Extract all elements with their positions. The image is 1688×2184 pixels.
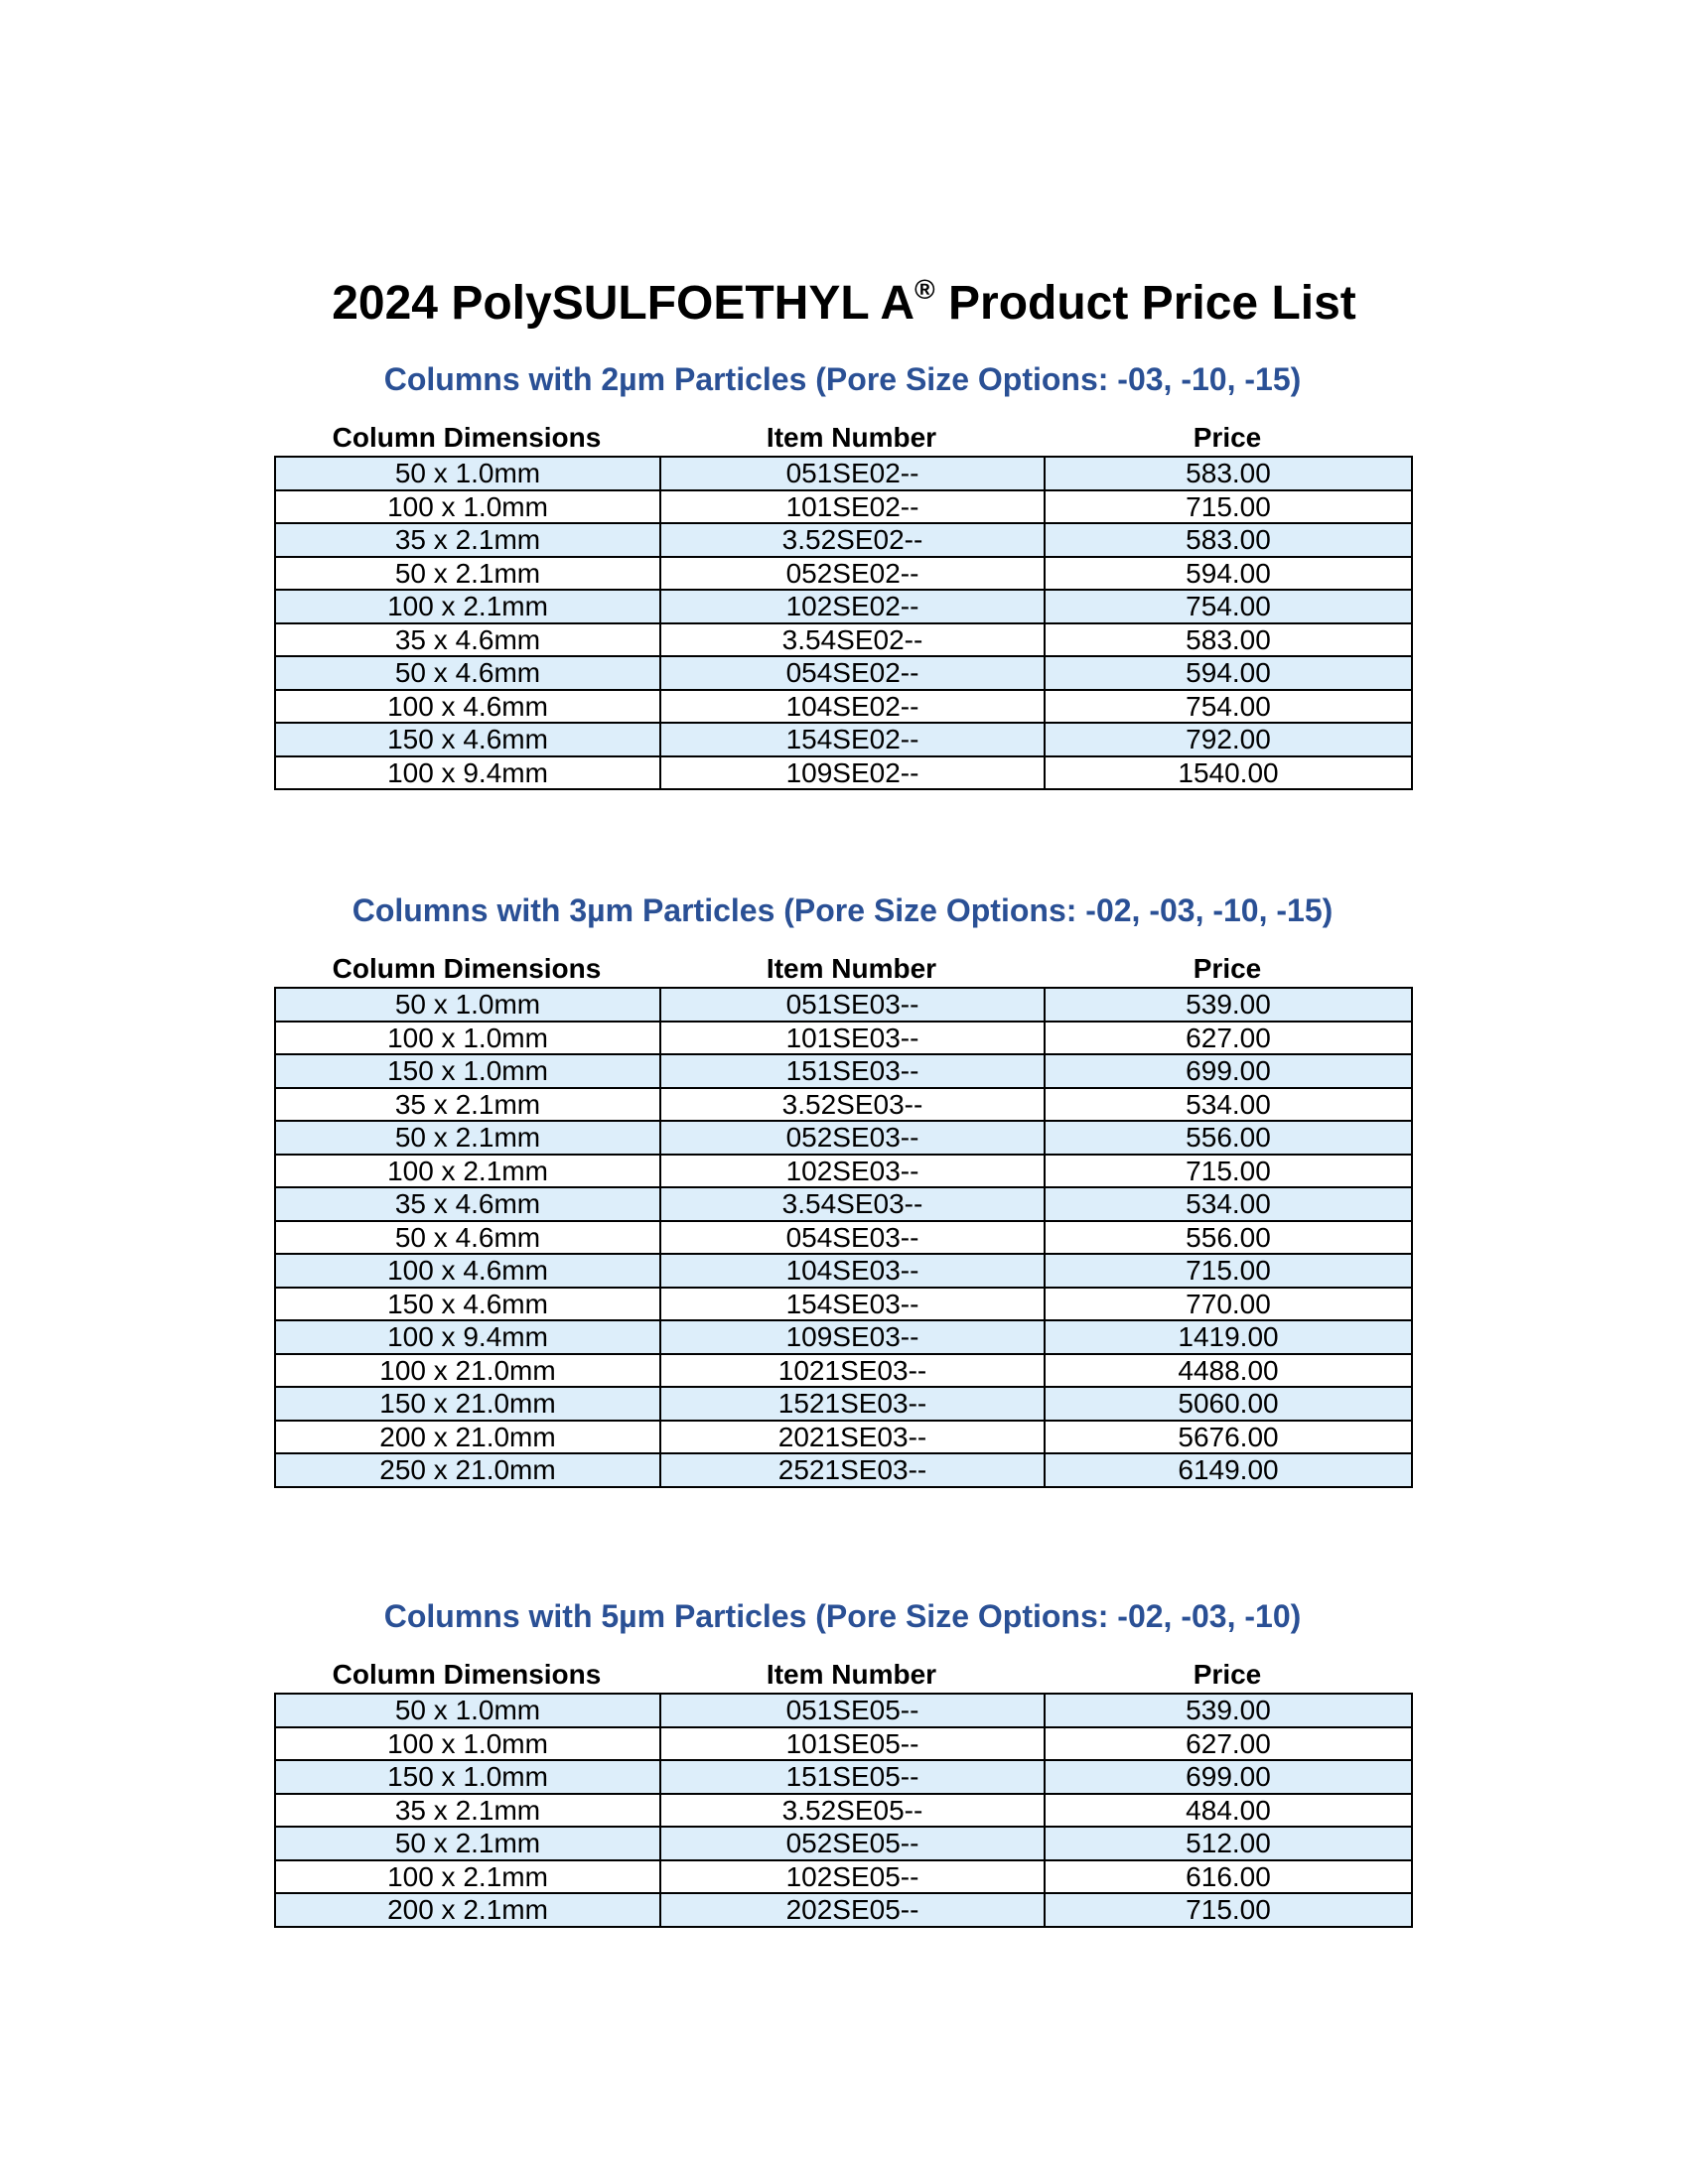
- registered-trademark-mark: ®: [914, 274, 935, 305]
- cell-price: 5060.00: [1045, 1387, 1412, 1421]
- table-row: [275, 1760, 1412, 1794]
- cell-item-number: 151SE05--: [660, 1760, 1045, 1794]
- cell-column-dimensions: 35 x 2.1mm: [275, 1794, 660, 1828]
- cell-column-dimensions: 50 x 1.0mm: [275, 457, 660, 490]
- cell-item-number: 054SE02--: [660, 656, 1045, 690]
- table-row: [275, 1421, 1412, 1454]
- section-title: Columns with 2µm Particles (Pore Size Options: -03, -10, -15): [383, 361, 1302, 397]
- column-headers: [274, 1660, 1411, 1690]
- table-row: [275, 690, 1412, 724]
- cell-column-dimensions: 50 x 2.1mm: [275, 1827, 660, 1860]
- cell-column-dimensions: 100 x 4.6mm: [275, 1254, 660, 1288]
- table-row: [275, 723, 1412, 756]
- cell-item-number: 3.52SE05--: [660, 1794, 1045, 1828]
- cell-price: 539.00: [1045, 1694, 1412, 1727]
- cell-item-number: 154SE03--: [660, 1288, 1045, 1321]
- cell-item-number: 202SE05--: [660, 1893, 1045, 1927]
- cell-column-dimensions: 35 x 2.1mm: [275, 1088, 660, 1122]
- cell-column-dimensions: 50 x 1.0mm: [275, 988, 660, 1022]
- table-body: [275, 1694, 1412, 1927]
- table-body: [275, 988, 1412, 1487]
- table-body: [275, 457, 1412, 789]
- cell-column-dimensions: 200 x 21.0mm: [275, 1421, 660, 1454]
- cell-price: 792.00: [1045, 723, 1412, 756]
- cell-column-dimensions: 100 x 2.1mm: [275, 1860, 660, 1894]
- table-row: [275, 1088, 1412, 1122]
- table-row: [275, 1893, 1412, 1927]
- cell-price: 699.00: [1045, 1054, 1412, 1088]
- cell-item-number: 051SE02--: [660, 457, 1045, 490]
- table-row: [275, 623, 1412, 657]
- cell-item-number: 102SE03--: [660, 1155, 1045, 1188]
- table-row: [275, 590, 1412, 623]
- cell-price: 715.00: [1045, 1155, 1412, 1188]
- table-row: [275, 756, 1412, 790]
- table-row: [275, 523, 1412, 557]
- table-row: [275, 1054, 1412, 1088]
- cell-column-dimensions: 35 x 4.6mm: [275, 1187, 660, 1221]
- page-title-suffix: Product Price List: [934, 277, 1356, 330]
- cell-column-dimensions: 50 x 2.1mm: [275, 1121, 660, 1155]
- cell-price: 770.00: [1045, 1288, 1412, 1321]
- cell-column-dimensions: 50 x 4.6mm: [275, 1221, 660, 1255]
- cell-price: 5676.00: [1045, 1421, 1412, 1454]
- cell-price: 616.00: [1045, 1860, 1412, 1894]
- table-row: [275, 1453, 1412, 1487]
- section-title: Columns with 5µm Particles (Pore Size Options: -02, -03, -10): [383, 1598, 1302, 1634]
- header-item-number: Item Number: [766, 422, 937, 453]
- cell-price: 1419.00: [1045, 1320, 1412, 1354]
- cell-item-number: 101SE02--: [660, 490, 1045, 524]
- table-row: [275, 1320, 1412, 1354]
- cell-price: 715.00: [1045, 1254, 1412, 1288]
- cell-column-dimensions: 100 x 1.0mm: [275, 1727, 660, 1761]
- cell-column-dimensions: 100 x 1.0mm: [275, 490, 660, 524]
- table-row: [275, 1354, 1412, 1388]
- cell-price: 627.00: [1045, 1022, 1412, 1055]
- cell-column-dimensions: 100 x 9.4mm: [275, 756, 660, 790]
- cell-price: 583.00: [1045, 457, 1412, 490]
- column-headers: [274, 423, 1411, 453]
- cell-column-dimensions: 250 x 21.0mm: [275, 1453, 660, 1487]
- cell-column-dimensions: 100 x 4.6mm: [275, 690, 660, 724]
- cell-column-dimensions: 150 x 4.6mm: [275, 723, 660, 756]
- cell-item-number: 2521SE03--: [660, 1453, 1045, 1487]
- cell-item-number: 3.54SE02--: [660, 623, 1045, 657]
- cell-item-number: 3.54SE03--: [660, 1187, 1045, 1221]
- cell-item-number: 051SE03--: [660, 988, 1045, 1022]
- cell-item-number: 101SE05--: [660, 1727, 1045, 1761]
- cell-column-dimensions: 150 x 21.0mm: [275, 1387, 660, 1421]
- table-row: [275, 490, 1412, 524]
- cell-item-number: 3.52SE02--: [660, 523, 1045, 557]
- cell-item-number: 102SE05--: [660, 1860, 1045, 1894]
- table-row: [275, 1254, 1412, 1288]
- cell-price: 583.00: [1045, 523, 1412, 557]
- cell-column-dimensions: 100 x 21.0mm: [275, 1354, 660, 1388]
- table-row: [275, 1387, 1412, 1421]
- cell-price: 534.00: [1045, 1088, 1412, 1122]
- table-row: [275, 1155, 1412, 1188]
- cell-item-number: 054SE03--: [660, 1221, 1045, 1255]
- cell-column-dimensions: 35 x 4.6mm: [275, 623, 660, 657]
- table-row: [275, 988, 1412, 1022]
- cell-column-dimensions: 150 x 1.0mm: [275, 1760, 660, 1794]
- section-2um: [274, 359, 1411, 790]
- cell-item-number: 104SE03--: [660, 1254, 1045, 1288]
- page-title-text: 2024 PolySULFOETHYL A: [332, 277, 915, 330]
- cell-item-number: 052SE03--: [660, 1121, 1045, 1155]
- cell-column-dimensions: 100 x 9.4mm: [275, 1320, 660, 1354]
- table-row: [275, 1221, 1412, 1255]
- section-5um: [274, 1596, 1411, 1928]
- section-3um: [274, 890, 1411, 1488]
- header-column-dimensions: Column Dimensions: [332, 1659, 602, 1690]
- table-row: [275, 1288, 1412, 1321]
- header-column-dimensions: Column Dimensions: [332, 422, 602, 453]
- header-price: Price: [1193, 1659, 1262, 1690]
- cell-item-number: 2021SE03--: [660, 1421, 1045, 1454]
- header-column-dimensions: Column Dimensions: [332, 953, 602, 984]
- header-item-number: Item Number: [766, 953, 937, 984]
- cell-item-number: 101SE03--: [660, 1022, 1045, 1055]
- cell-price: 627.00: [1045, 1727, 1412, 1761]
- cell-price: 715.00: [1045, 490, 1412, 524]
- cell-column-dimensions: 50 x 1.0mm: [275, 1694, 660, 1727]
- cell-price: 539.00: [1045, 988, 1412, 1022]
- cell-price: 583.00: [1045, 623, 1412, 657]
- table-row: [275, 1121, 1412, 1155]
- cell-column-dimensions: 100 x 2.1mm: [275, 1155, 660, 1188]
- table-row: [275, 557, 1412, 591]
- cell-price: 556.00: [1045, 1221, 1412, 1255]
- cell-column-dimensions: 150 x 4.6mm: [275, 1288, 660, 1321]
- cell-price: 6149.00: [1045, 1453, 1412, 1487]
- cell-column-dimensions: 50 x 4.6mm: [275, 656, 660, 690]
- cell-price: 1540.00: [1045, 756, 1412, 790]
- table-row: [275, 1727, 1412, 1761]
- price-table: [274, 1693, 1413, 1928]
- cell-price: 699.00: [1045, 1760, 1412, 1794]
- table-row: [275, 1860, 1412, 1894]
- cell-price: 594.00: [1045, 656, 1412, 690]
- column-headers: [274, 954, 1411, 984]
- table-row: [275, 1794, 1412, 1828]
- cell-item-number: 1021SE03--: [660, 1354, 1045, 1388]
- cell-item-number: 051SE05--: [660, 1694, 1045, 1727]
- cell-item-number: 154SE02--: [660, 723, 1045, 756]
- table-row: [275, 1022, 1412, 1055]
- cell-price: 754.00: [1045, 690, 1412, 724]
- cell-item-number: 109SE02--: [660, 756, 1045, 790]
- cell-item-number: 052SE02--: [660, 557, 1045, 591]
- price-table: [274, 987, 1413, 1488]
- header-price: Price: [1193, 422, 1262, 453]
- cell-column-dimensions: 150 x 1.0mm: [275, 1054, 660, 1088]
- cell-price: 594.00: [1045, 557, 1412, 591]
- header-price: Price: [1193, 953, 1262, 984]
- cell-column-dimensions: 100 x 2.1mm: [275, 590, 660, 623]
- section-title: Columns with 3µm Particles (Pore Size Options: -02, -03, -10, -15): [352, 892, 1334, 928]
- cell-price: 4488.00: [1045, 1354, 1412, 1388]
- header-item-number: Item Number: [766, 1659, 937, 1690]
- table-row: [275, 457, 1412, 490]
- cell-item-number: 3.52SE03--: [660, 1088, 1045, 1122]
- cell-price: 512.00: [1045, 1827, 1412, 1860]
- cell-price: 556.00: [1045, 1121, 1412, 1155]
- cell-column-dimensions: 50 x 2.1mm: [275, 557, 660, 591]
- cell-column-dimensions: 200 x 2.1mm: [275, 1893, 660, 1927]
- cell-item-number: 102SE02--: [660, 590, 1045, 623]
- cell-item-number: 052SE05--: [660, 1827, 1045, 1860]
- table-row: [275, 656, 1412, 690]
- table-row: [275, 1694, 1412, 1727]
- price-table: [274, 456, 1413, 790]
- cell-item-number: 1521SE03--: [660, 1387, 1045, 1421]
- table-row: [275, 1827, 1412, 1860]
- cell-price: 484.00: [1045, 1794, 1412, 1828]
- cell-item-number: 151SE03--: [660, 1054, 1045, 1088]
- page-title: [0, 274, 1688, 334]
- cell-price: 715.00: [1045, 1893, 1412, 1927]
- cell-column-dimensions: 35 x 2.1mm: [275, 523, 660, 557]
- table-row: [275, 1187, 1412, 1221]
- cell-price: 754.00: [1045, 590, 1412, 623]
- cell-column-dimensions: 100 x 1.0mm: [275, 1022, 660, 1055]
- cell-item-number: 109SE03--: [660, 1320, 1045, 1354]
- cell-price: 534.00: [1045, 1187, 1412, 1221]
- cell-item-number: 104SE02--: [660, 690, 1045, 724]
